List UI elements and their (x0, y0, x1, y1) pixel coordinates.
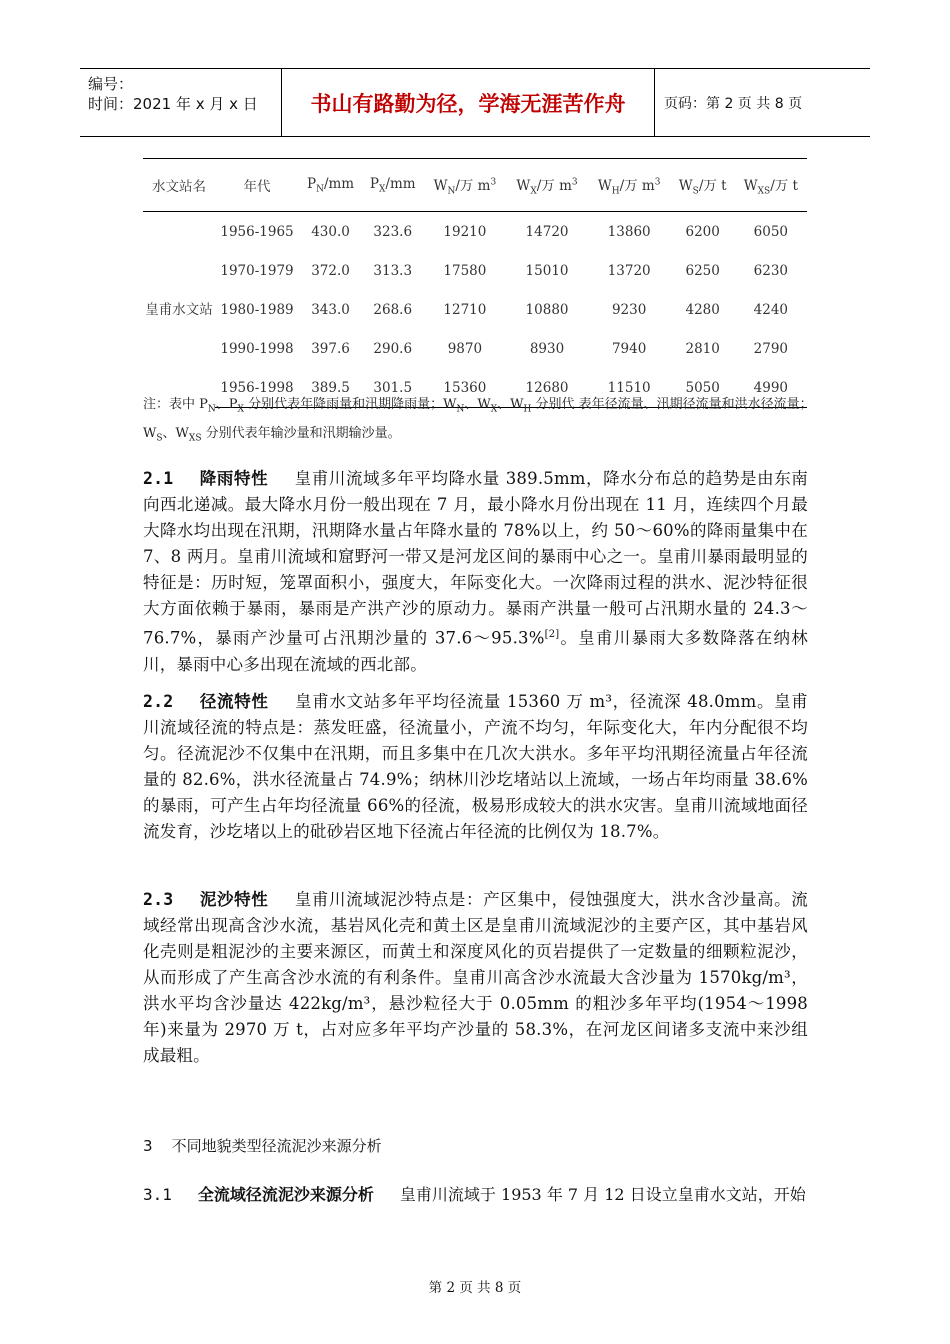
section-text: 皇甫水文站多年平均径流量 15360 万 m³，径流深 48.0mm。皇甫川流域径流的特点是：蒸发旺盛，径流量小，产流不均匀，年际变化大，年内分配很不均匀。径流泥沙不仅集中在汛期，而且多集中在几次大洪水。多年平均汛期径流量占年径流量的 82.6%，洪水径流量占 74.9%；纳林川沙圪堵站以上流域，一场占年均雨量 38.6%的暴雨，可产生占年均径流量 66%的径流，极易形成较大的洪水灾害。皇甫川流域地面径流发育，沙圪堵以上的砒砂岩区地下径流占年径流的比例仅为 18.7%。 (143, 692, 808, 841)
section-title: 泥沙特性 (199, 890, 269, 909)
section-text-tail: 。皇甫川暴雨大多数降落在纳林川，暴雨中心多出现在流域的西北部。 (143, 628, 808, 674)
table-cell: 4240 (753, 301, 789, 318)
table-cell: 430.0 (311, 223, 350, 240)
table-cell: 372.0 (311, 262, 350, 279)
table-cell: 1980-1989 (220, 301, 294, 318)
section-title: 径流特性 (199, 692, 269, 711)
section-title: 降雨特性 (199, 469, 269, 488)
table-body (143, 212, 807, 408)
table-cell: 19210 (443, 223, 487, 240)
section-2-2 (143, 689, 808, 845)
table-row (143, 212, 807, 252)
table-cell: 4280 (685, 301, 720, 318)
table-cell: 11510 (588, 368, 671, 408)
table-cell: 389.5 (299, 368, 362, 408)
number-label: 编号： (88, 75, 134, 93)
table-cell: 5050 (671, 368, 735, 408)
table-cell: 290.6 (373, 340, 413, 357)
table-cell: 397.6 (311, 340, 350, 357)
col-header: $W_{XS}/$万 t (735, 159, 807, 212)
data-table (143, 158, 807, 408)
table-cell: 13860 (607, 223, 651, 240)
col-header: $P_X/mm$ (362, 159, 423, 212)
table-cell: 301.5 (362, 368, 423, 408)
col-header: $W_N/$万 $m^3$ (423, 159, 506, 212)
table-cell: 17580 (443, 262, 487, 279)
col-header: 水文站名 (143, 159, 215, 212)
section-number: 3.1 (143, 1185, 172, 1204)
section-number: 2.3 (143, 890, 174, 909)
col-header: $P_N/mm$ (299, 159, 362, 212)
table-cell: 12710 (443, 301, 487, 318)
section-number: 2.1 (143, 469, 174, 488)
table-cell: 12680 (506, 368, 587, 408)
col-header: $W_H/$万 $m^3$ (588, 159, 671, 212)
table-row (143, 290, 807, 329)
table-cell: 13720 (607, 262, 651, 279)
table-cell: 7940 (611, 340, 647, 357)
table-cell: 15360 (423, 368, 506, 408)
col-header: 年代 (215, 159, 299, 212)
table-cell: 6230 (753, 262, 789, 279)
citation: [2] (544, 629, 560, 640)
col-header: $W_X/$万 $m^3$ (506, 159, 587, 212)
table-cell: 268.6 (373, 301, 413, 318)
table-cell: 1956-1998 (215, 368, 299, 408)
page-header (80, 68, 870, 137)
table-cell: 4990 (735, 368, 807, 408)
table-cell: 14720 (525, 223, 569, 240)
header-page-info: 页码：第 2 页 共 8 页 (664, 96, 803, 112)
col-header: $W_S/$万 t (671, 159, 735, 212)
page-footer: 第 2 页 共 8 页 (428, 1280, 522, 1296)
table-cell: 8930 (529, 340, 565, 357)
table-note: 注：表中 $P_N$、$P_X$ 分别代表年降雨量和汛期降雨量；$W_N$、$W_X$、$W_H$ 分别代 表年径流量、汛期径流量和洪水径流量；$W_S$、$W_{XS}$ 分别代表年输沙量和汛期输沙量。 (143, 397, 813, 444)
table-cell: 323.6 (373, 223, 413, 240)
table-cell: 313.3 (373, 262, 413, 279)
table-cell: 343.0 (311, 301, 350, 318)
section-2-3 (143, 887, 808, 1069)
table-row (143, 329, 807, 368)
table-cell: 2810 (685, 340, 720, 357)
header-motto: 书山有路勤为径，学海无涯苦作舟 (282, 69, 655, 136)
table-cell: 2790 (753, 340, 789, 357)
table-cell: 1990-1998 (220, 340, 294, 357)
table-header-row (143, 159, 807, 212)
section-text: 皇甫川流域泥沙特点是：产区集中，侵蚀强度大，洪水含沙量高。流域经常出现高含沙水流，基岩风化壳和黄土区是皇甫川流域泥沙的主要产区，其中基岩风化壳则是粗泥沙的主要来源区，而黄土和深度风化的页岩提供了一定数量的细颗粒泥沙，从而形成了产生高含沙水流的有利条件。皇甫川高含沙水流最大含沙量为 1570kg/m³，洪水平均含沙量达 422kg/m³，悬沙粒径大于 0.05mm 的粗沙多年平均(1954～1998 年)来量为 2970 万 t，占对应多年平均产沙量的 58.3%，在河龙区间诸多支流中来沙组成最粗。 (143, 890, 808, 1065)
section-3-heading: 3 不同地貌类型径流泥沙来源分析 (143, 1137, 382, 1155)
header-meta (80, 69, 282, 136)
table-cell: 10880 (525, 301, 569, 318)
section-text: 皇甫川流域于 1953 年 7 月 12 日设立皇甫水文站，开始 (399, 1185, 806, 1204)
section-2-1 (143, 466, 808, 678)
table-cell: 9230 (611, 301, 647, 318)
table-cell: 1970-1979 (220, 262, 294, 279)
section-title: 全流域径流泥沙来源分析 (197, 1185, 374, 1204)
table-row (143, 251, 807, 290)
section-3-1 (143, 1182, 806, 1205)
table-cell: 6200 (685, 223, 720, 240)
table-cell: 9870 (447, 340, 483, 357)
table-cell: 15010 (525, 262, 569, 279)
table-cell: 6050 (753, 223, 789, 240)
table-cell: 6250 (685, 262, 720, 279)
station-name: 皇甫水文站 (145, 301, 213, 318)
table-cell: 1956-1965 (220, 223, 294, 240)
section-number: 2.2 (143, 692, 174, 711)
time-label: 时间：2021 年 x 月 x 日 (88, 95, 258, 113)
section-text: 皇甫川流域多年平均降水量 389.5mm，降水分布总的趋势是由东南向西北递减。最大降水月份一般出现在 7 月，最小降水月份出现在 11 月，连续四个月最大降水均出现在汛期，汛期降水量占年降水量的 78%以上，约 50～60%的降雨量集中在 7、8 两月。皇甫川流域和窟野河一带又是河龙区间的暴雨中心之一。皇甫川暴雨最明显的特征是：历时短，笼罩面积小，强度大，年际变化大。一次降雨过程的洪水、泥沙特征很大方面依赖于暴雨，暴雨是产洪产沙的原动力。暴雨产洪量一般可占汛期水量的 24.3～76.7%，暴雨产沙量可占汛期沙量的 37.6～95.3% (143, 469, 808, 648)
